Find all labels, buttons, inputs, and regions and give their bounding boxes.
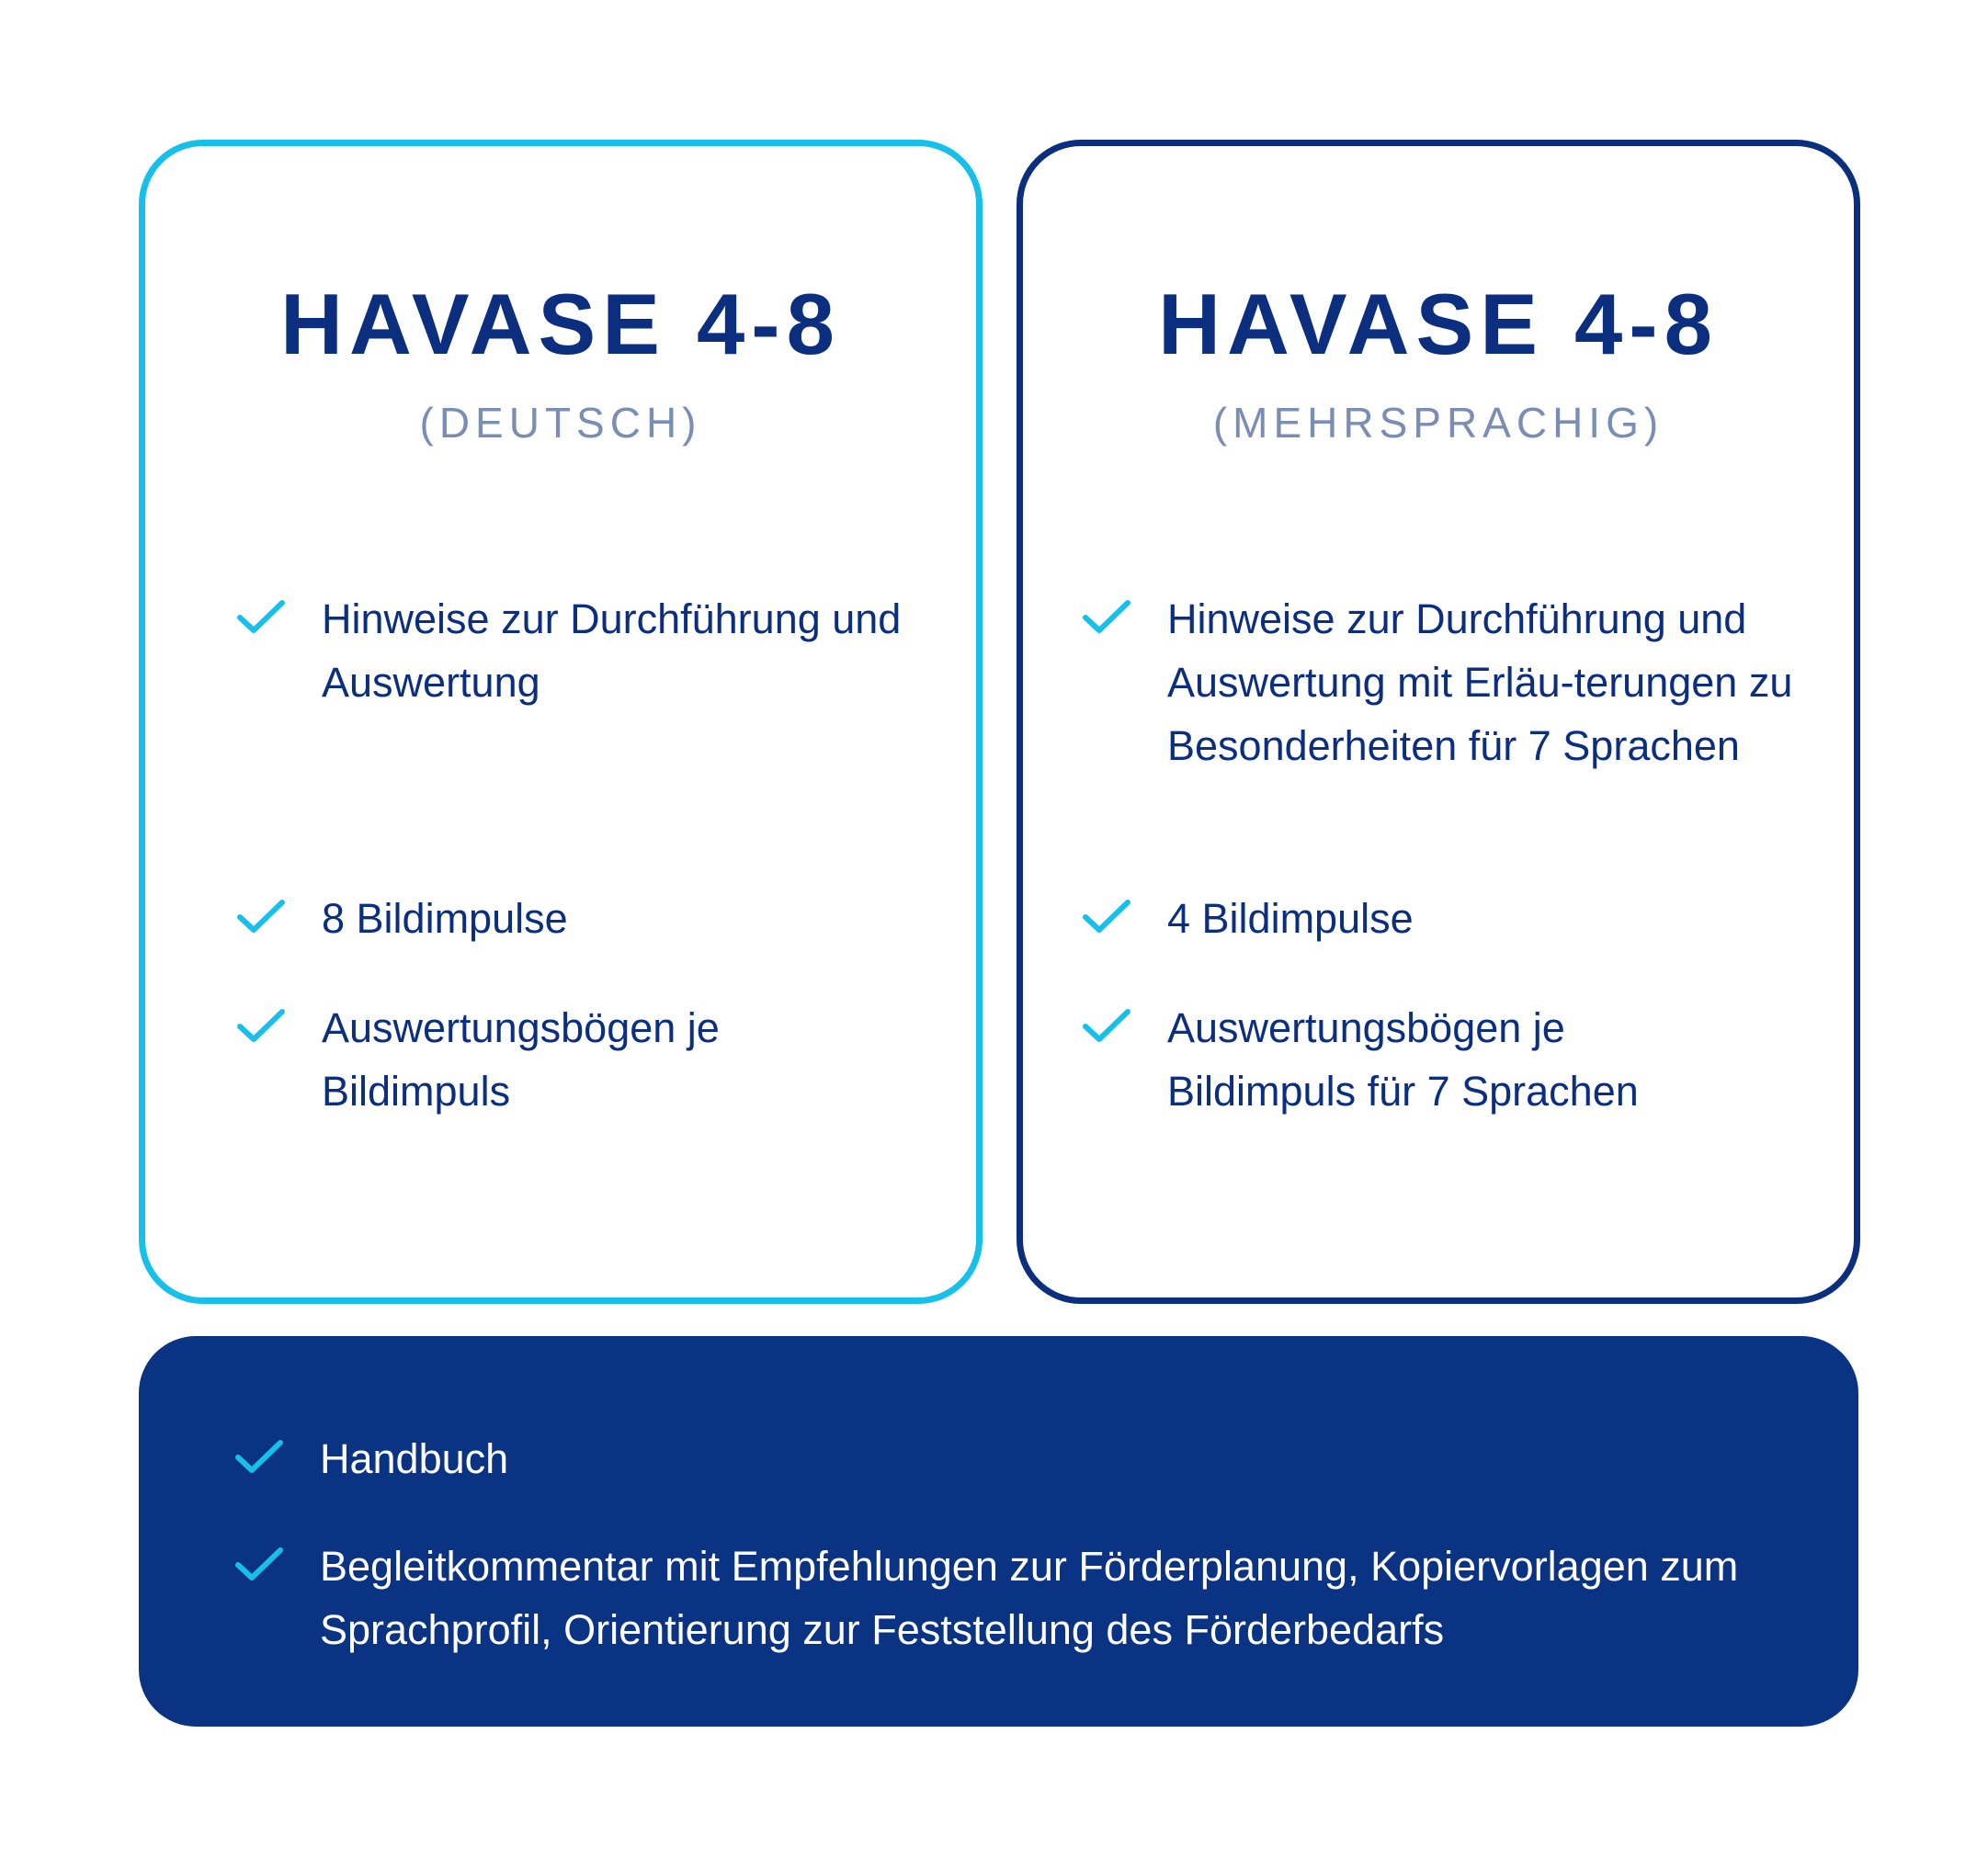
feature-text: Hinweise zur Durchführung und Auswertung mit Erläu-terungen zu Besonderheiten für 7 Sprachen xyxy=(1167,595,1793,769)
shared-components-panel xyxy=(139,1336,1858,1727)
feature-item xyxy=(237,587,921,714)
feature-text: 8 Bildimpulse xyxy=(322,895,568,942)
feature-item xyxy=(237,996,829,1123)
check-icon xyxy=(237,899,285,935)
check-icon xyxy=(1083,599,1130,636)
feature-item xyxy=(235,1535,1803,1661)
card-title: HAVASE 4-8 xyxy=(280,276,841,372)
check-icon xyxy=(237,1008,285,1045)
feature-item xyxy=(237,887,958,950)
card-mehrsprachig xyxy=(1017,140,1860,1304)
feature-item xyxy=(1083,587,1799,777)
check-icon xyxy=(1083,1008,1130,1045)
card-title: HAVASE 4-8 xyxy=(1158,276,1719,372)
feature-text: Handbuch xyxy=(320,1435,509,1482)
feature-item xyxy=(1083,996,1762,1123)
check-icon xyxy=(235,1546,283,1583)
check-icon xyxy=(237,599,285,636)
feature-text: 4 Bildimpulse xyxy=(1167,895,1414,942)
card-subtitle: (MEHRSPRACHIG) xyxy=(1212,399,1664,447)
card-deutsch xyxy=(139,140,983,1304)
feature-item xyxy=(235,1427,1803,1490)
feature-text: Begleitkommentar mit Empfehlungen zur Förderplanung, Kopiervorlagen zum Sprachprofil, Orientierung zur Feststellung des Förderbedarfs xyxy=(320,1543,1739,1653)
feature-text: Auswertungsbögen je Bildimpuls xyxy=(322,1004,720,1115)
check-icon xyxy=(1083,899,1130,935)
feature-item xyxy=(1083,887,1835,950)
feature-text: Hinweise zur Durchführung und Auswertung xyxy=(322,595,902,706)
feature-text: Auswertungsbögen je Bildimpuls für 7 Sprachen xyxy=(1167,1004,1639,1115)
card-subtitle: (DEUTSCH) xyxy=(419,399,702,447)
check-icon xyxy=(235,1439,283,1476)
